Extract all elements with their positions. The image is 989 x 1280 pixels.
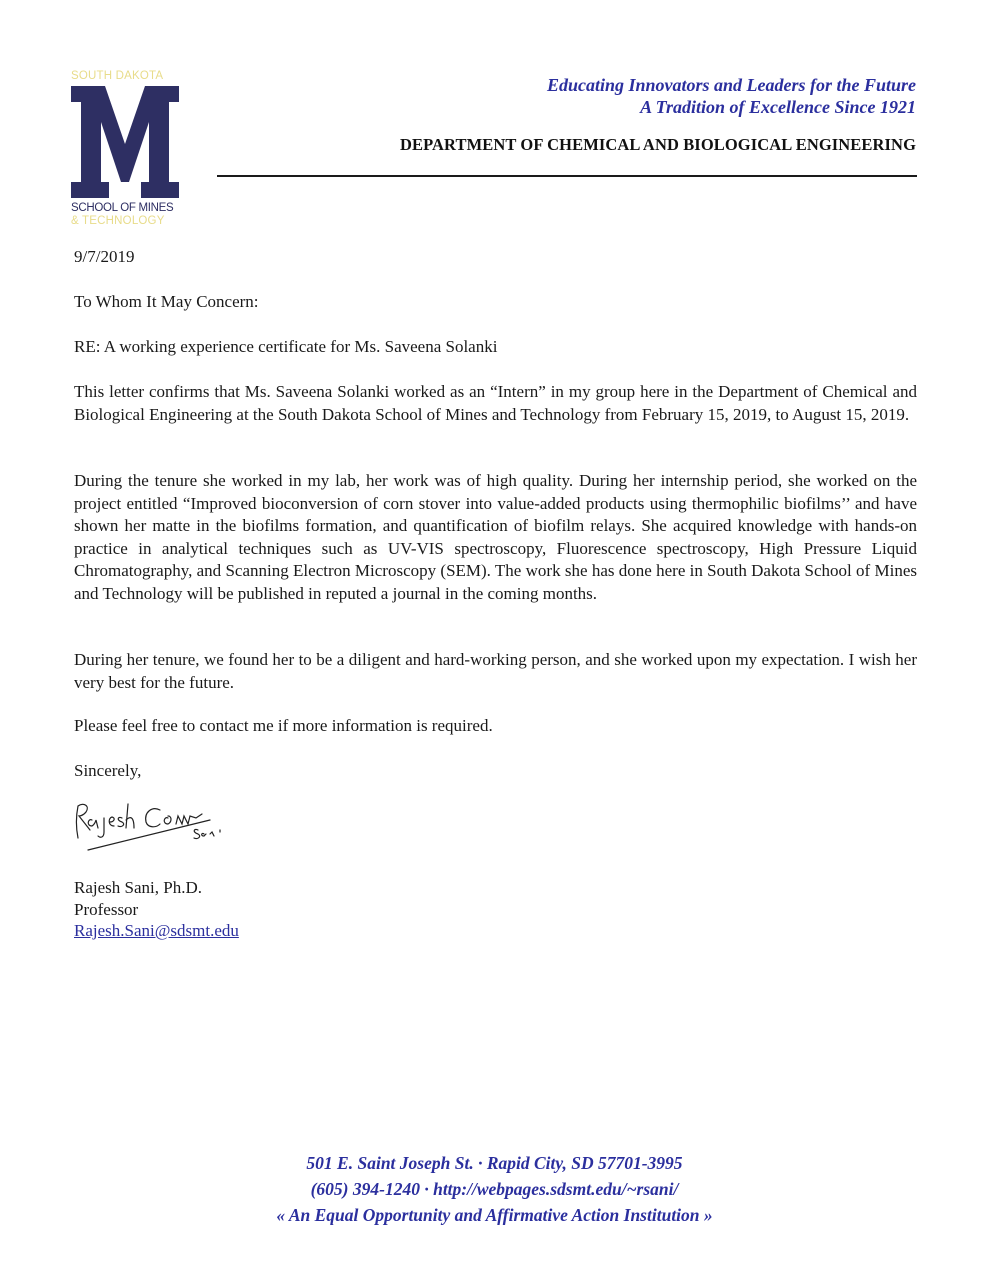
university-logo xyxy=(71,70,181,228)
body-paragraph-3: During her tenure, we found her to be a diligent and hard-working person, and she worked upon my expectation. I wish her very best for the future. xyxy=(74,650,917,692)
motto xyxy=(547,74,916,118)
closing: Sincerely, xyxy=(74,761,142,780)
signature-image xyxy=(70,798,240,858)
subject-line: RE: A working experience certificate for Ms. Saveena Solanki xyxy=(74,337,498,356)
motto-line-1: Educating Innovators and Leaders for the Future xyxy=(546,75,916,95)
logo-m-icon xyxy=(71,86,179,198)
body-paragraph-4: Please feel free to contact me if more information is required. xyxy=(74,716,493,735)
body-paragraph-2: During the tenure she worked in my lab, her work was of high quality. During her internship period, she worked on the project entitled “Improved bioconversion of corn stover into value-added products using thermophilic biofilms’’ and have shown her matte in the biofilms formation, and quantification of biofilm relays. She acquired knowledge with hands-on practice in analytical techniques such as UV-VIS spectroscopy, Fluorescence spectroscopy, High Pressure Liquid Chromatography, and Scanning Electron Microscopy (SEM). The work she has done here in South Dakota School of Mines and Technology will be published in reputed a journal in the coming months. xyxy=(74,471,917,603)
footer-statement: « An Equal Opportunity and Affirmative Action Institution » xyxy=(276,1205,713,1225)
department-heading: DEPARTMENT OF CHEMICAL AND BIOLOGICAL ENGINEERING xyxy=(399,135,916,154)
signer-block xyxy=(74,877,239,942)
logo-school-text: SCHOOL OF MINES xyxy=(71,202,174,214)
letterhead-footer xyxy=(0,1150,989,1228)
body-paragraph-1: This letter confirms that Ms. Saveena Solanki worked as an “Intern” in my group here in the Department of Chemical and Biological Engineering at the South Dakota School of Mines and Technology from February 15, 2019, to August 15, 2019. xyxy=(74,382,917,424)
footer-contact: (605) 394-1240 · http://webpages.sdsmt.edu/~rsani/ xyxy=(310,1179,679,1199)
footer-address: 501 E. Saint Joseph St. · Rapid City, SD 57701-3995 xyxy=(306,1153,683,1173)
header-divider xyxy=(217,175,917,177)
motto-line-2: A Tradition of Excellence Since 1921 xyxy=(640,97,916,117)
signer-title: Professor xyxy=(74,899,139,919)
salutation: To Whom It May Concern: xyxy=(74,292,259,311)
letter-date: 9/7/2019 xyxy=(74,247,135,266)
signer-email-link[interactable]: Rajesh.Sani@sdsmt.edu xyxy=(74,921,239,940)
logo-tech-text: & TECHNOLOGY xyxy=(71,215,165,227)
logo-top-text: SOUTH DAKOTA xyxy=(71,70,164,82)
signer-name: Rajesh Sani, Ph.D. xyxy=(74,878,202,897)
